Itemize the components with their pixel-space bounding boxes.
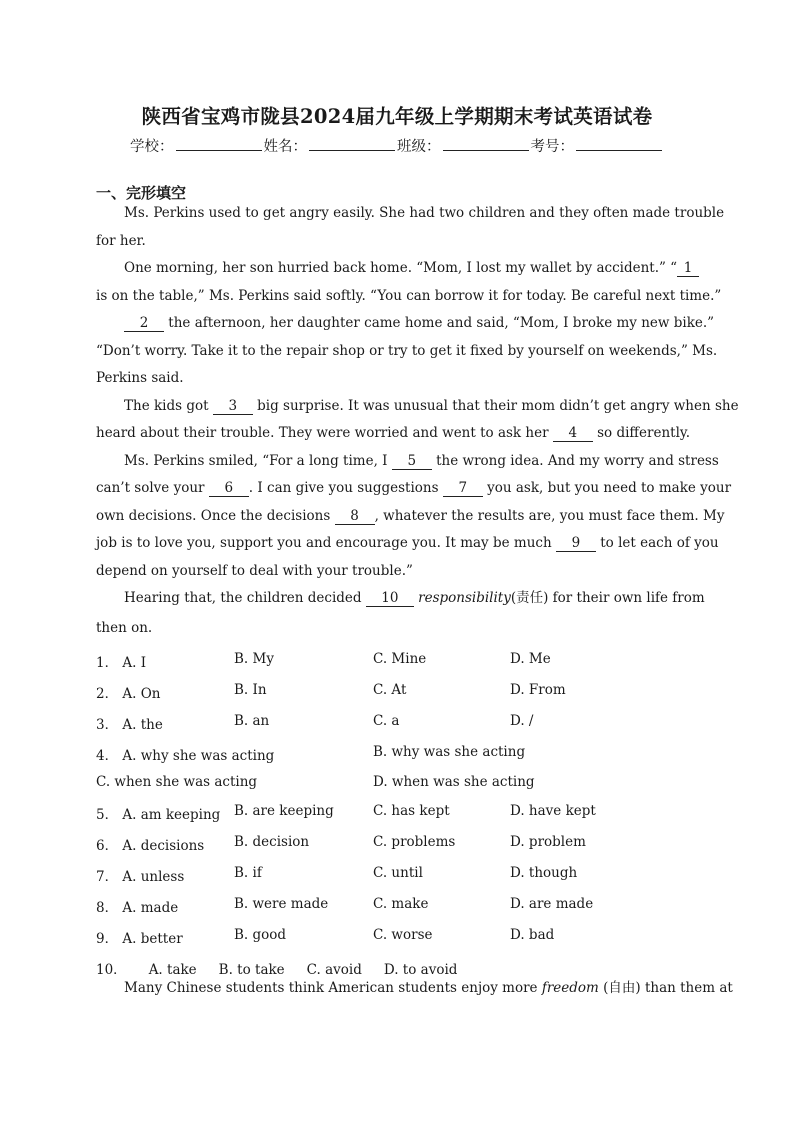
passage-line: heard about their trouble. They were worried and went to ask her 4 so differently. — [96, 425, 691, 441]
option-c[interactable]: C. make — [373, 896, 429, 912]
option-d[interactable]: D. problem — [510, 834, 586, 850]
option-a[interactable]: A. unless — [122, 869, 185, 885]
blank-3: 3 — [213, 399, 253, 415]
option-a[interactable]: A. On — [122, 686, 161, 702]
option-c[interactable]: C. has kept — [373, 803, 450, 819]
name-label: 姓名： — [263, 139, 307, 155]
passage-line: job is to love you, support you and encourage you. It may be much 9 to let each of you — [96, 535, 719, 551]
passage-line: The kids got 3 big surprise. It was unusual that their mom didn’t get angry when she — [124, 397, 739, 414]
section-title: 一、完形填空 — [96, 184, 187, 202]
question-row: 10． A. take B. to take C. avoid D. to avoid — [96, 962, 458, 978]
option-b[interactable]: B. In — [234, 682, 267, 698]
passage-line: 2 the afternoon, her daughter came home and said, “Mom, I broke my new bike.” — [96, 310, 696, 338]
blank-9: 9 — [556, 536, 596, 552]
number-blank — [576, 138, 662, 151]
option-d[interactable]: D. though — [510, 865, 578, 881]
option-c[interactable]: C. until — [373, 865, 423, 881]
class-label: 班级： — [397, 139, 441, 155]
blank-4: 4 — [553, 426, 593, 442]
option-a[interactable]: A. I — [122, 655, 147, 671]
passage-line: Ms. Perkins used to get angry easily. She had two children and they often made trouble — [124, 205, 725, 221]
class-blank — [443, 138, 529, 151]
option-a[interactable]: A. take — [148, 962, 197, 978]
option-a[interactable]: A. the — [122, 717, 163, 733]
passage-line: Perkins said. — [96, 370, 184, 386]
next-passage — [96, 975, 733, 1003]
passage-line: for her. — [96, 232, 146, 249]
blank-8: 8 — [335, 509, 375, 525]
option-d[interactable]: D. have kept — [510, 803, 596, 819]
option-d[interactable]: D. Me — [510, 651, 551, 667]
passage-line: then on. — [96, 620, 153, 636]
option-c[interactable]: C. a — [373, 713, 400, 729]
passage-line: depend on yourself to deal with your trouble.” — [96, 562, 413, 579]
blank-5: 5 — [392, 454, 432, 470]
blank-6: 6 — [209, 481, 249, 497]
school-label: 学校： — [130, 139, 174, 155]
option-c[interactable]: C. Mine — [373, 651, 427, 667]
student-info-line — [0, 135, 794, 156]
passage-line: Many Chinese students think American students enjoy more freedom (自由) than them at — [124, 980, 733, 996]
blank-1: 1 — [677, 261, 699, 277]
option-d[interactable]: D. when was she acting — [373, 774, 535, 790]
passage-line: Ms. Perkins smiled, “For a long time, I 5 the wrong idea. And my worry and stress — [124, 452, 719, 469]
option-a[interactable]: A. better — [122, 931, 183, 947]
option-b[interactable]: B. My — [234, 651, 274, 667]
option-a[interactable]: A. decisions — [122, 838, 205, 854]
name-blank — [309, 138, 395, 151]
option-b[interactable]: B. an — [234, 713, 270, 729]
option-a[interactable]: A. why she was acting — [122, 748, 275, 764]
exam-title: 陕西省宝鸡市陇县2024届九年级上学期期末考试英语试卷 — [141, 105, 653, 128]
italic-term: freedom — [541, 980, 599, 996]
passage-line: can’t solve your 6 . I can give you suggestions 7 you ask, but you need to make your — [96, 480, 732, 496]
passage-line: Hearing that, the children decided 10 responsibility(责任) for their own life from — [124, 590, 705, 606]
option-b[interactable]: B. good — [234, 927, 287, 943]
option-d[interactable]: D. / — [510, 713, 534, 729]
option-b[interactable]: B. are keeping — [234, 803, 334, 819]
option-a[interactable]: A. am keeping — [122, 807, 221, 823]
passage-line: One morning, her son hurried back home. “Mom, I lost my wallet by accident.” “ 1 — [96, 255, 696, 283]
option-c[interactable]: C. when she was acting — [96, 774, 258, 790]
option-b[interactable]: B. to take — [218, 962, 285, 978]
school-blank — [176, 138, 262, 151]
blank-7: 7 — [443, 481, 483, 497]
option-b[interactable]: B. were made — [234, 896, 329, 912]
option-b[interactable]: B. why was she acting — [373, 744, 526, 760]
option-d[interactable]: D. From — [510, 682, 566, 698]
italic-term: responsibility — [418, 590, 511, 606]
option-b[interactable]: B. if — [234, 865, 262, 881]
option-b[interactable]: B. decision — [234, 834, 310, 850]
exam-page: 陕西省宝鸡市陇县2024届九年级上学期期末考试英语试卷 学校： 姓名： 班级： 考号： 一、完形填空 Ms. Perkins used to get angry easily. She had two children and they often made trouble for her. One morning, her son hurried back home. “Mom, I lost my wallet by accident.” “ 1 is on the table,” Ms. Perkins said softly. “You can borrow it for today. Be careful next time.” 2 the afternoon, her daughter came home and said, “Mom, I broke my new bike.” “Don’t worry. Take it to the repair shop or try to get it fixed by yourself on weekends,” Ms. Perkins said. The kids got 3 big surprise. It was unusual that their mom didn’t get angry when she heard about their trouble. They were worried and went to ask her 4 so differently. Ms. Perkins smiled, “For a long time, I 5 the wrong idea. And my worry and stress can’t solve your 6 . I can give you suggestions 7 you ask, but you need to make your own decisions. Once the decisions 8 , whatever the results are, you must face them. My job is to love you, support you and encourage you. It may be much 9 to let each of you depend on yourself to deal with your trouble.” Hearing that, the children decided 10 responsibility(责任) for their own life from then on. 1． A. I B. My C. Mine D. Me 2． A. On B. In C. At D. From 3． A. the B. an C. a D. / 4． A. why she was acting B. why was she acting C. when she was acting D. when was she acting 5． A. am keeping B. are keeping C. has kept D. have kept 6． A. decisions B. decision C. problems D. problem 7． A. unless B. if C. until D. though 8． A. made B. were made C. make D. are made 9． A. better B. good C. worse D. bad 10． A. take B. to take C. avoid D. to avoid Many Chinese students think American students enjoy more freedom (自由) than them at — [0, 0, 794, 1123]
option-c[interactable]: C. avoid — [306, 962, 362, 978]
option-c[interactable]: C. problems — [373, 834, 456, 850]
number-label: 考号： — [530, 139, 574, 155]
passage-line: is on the table,” Ms. Perkins said softly. “You can borrow it for today. Be careful next time.” — [96, 287, 722, 304]
passage-line: own decisions. Once the decisions 8 , whatever the results are, you must face them. My — [96, 507, 725, 524]
option-d[interactable]: D. bad — [510, 927, 555, 943]
option-c[interactable]: C. worse — [373, 927, 433, 943]
option-a[interactable]: A. made — [122, 900, 179, 916]
blank-10: 10 — [366, 591, 414, 607]
option-d[interactable]: D. are made — [510, 896, 594, 912]
passage-line: “Don’t worry. Take it to the repair shop or try to get it fixed by yourself on weekends,” Ms. — [96, 342, 718, 359]
cloze-passage — [96, 200, 739, 643]
option-c[interactable]: C. At — [373, 682, 407, 698]
blank-2: 2 — [124, 316, 164, 332]
option-d[interactable]: D. to avoid — [383, 962, 458, 978]
